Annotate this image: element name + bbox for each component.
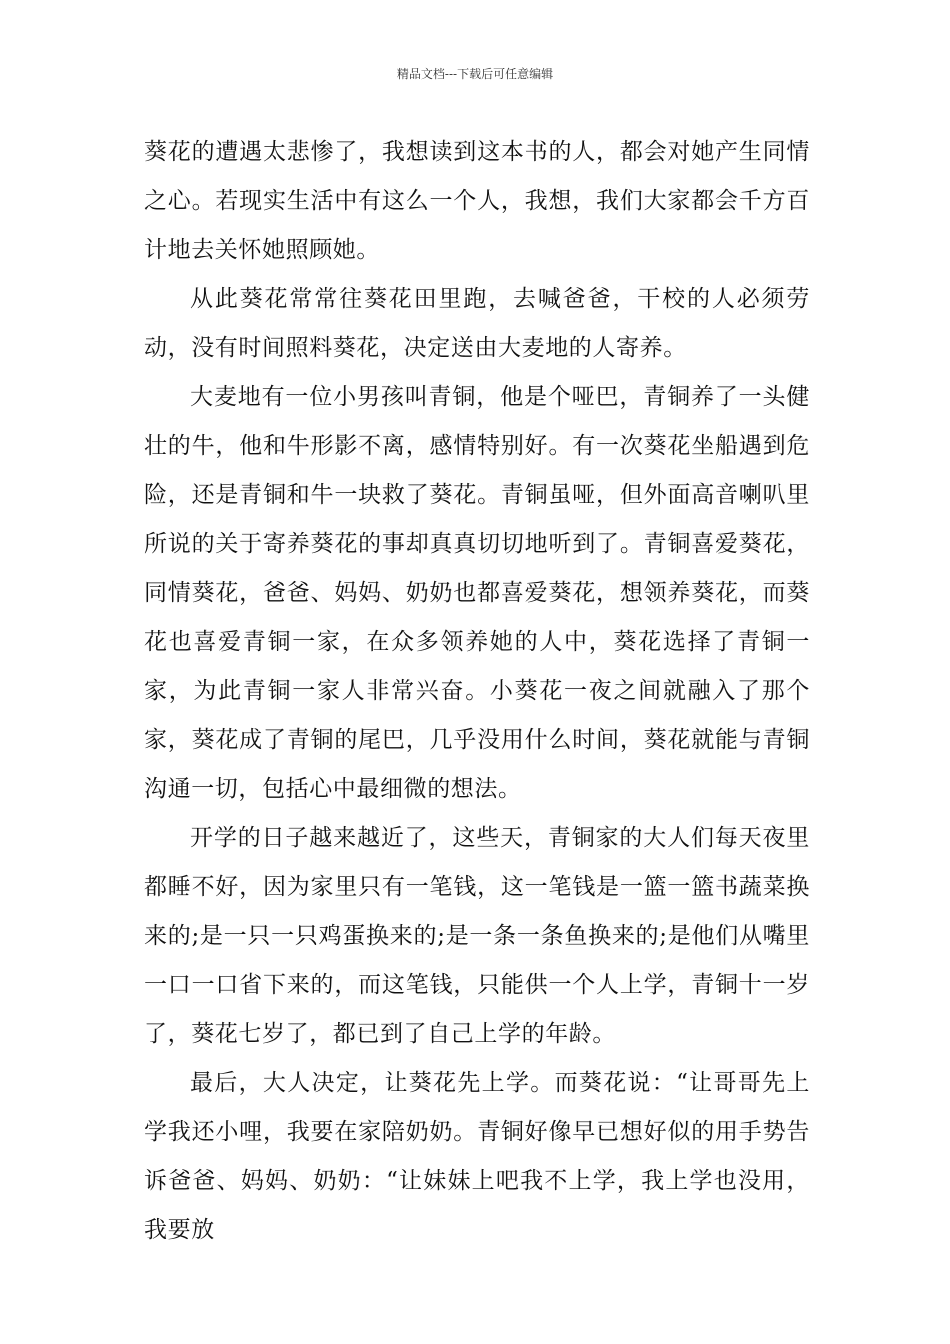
paragraph-2: 从此葵花常常往葵花田里跑，去喊爸爸，干校的人必须劳动，没有时间照料葵花，决定送由大麦地的人寄养。 xyxy=(144,286,810,361)
page-header: 精品文档---下载后可任意编辑 xyxy=(396,67,554,81)
paragraph-4: 开学的日子越来越近了，这些天，青铜家的大人们每天夜里都睡不好，因为家里只有一笔钱，这一笔钱是一篮一篮书蔬菜换来的;是一只一只鸡蛋换来的;是一条一条鱼换来的;是他们从嘴里一口一口省下来的，而这笔钱，只能供一个人上学，青铜十一岁了，葵花七岁了，都已到了自己上学的年龄。 xyxy=(144,825,810,1047)
document-body xyxy=(144,128,810,1255)
paragraph-1: 葵花的遭遇太悲惨了，我想读到这本书的人，都会对她产生同情之心。若现实生活中有这么一个人，我想，我们大家都会千方百计地去关怀她照顾她。 xyxy=(144,139,810,263)
paragraph-5: 最后，大人决定，让葵花先上学。而葵花说：“让哥哥先上学我还小哩，我要在家陪奶奶。青铜好像早已想好似的用手势告诉爸爸、妈妈、奶奶：“让妹妹上吧我不上学，我上学也没用，我要放 xyxy=(144,1070,810,1243)
paragraph-3: 大麦地有一位小男孩叫青铜，他是个哑巴，青铜养了一头健壮的牛，他和牛形影不离，感情特别好。有一次葵花坐船遇到危险，还是青铜和牛一块救了葵花。青铜虽哑，但外面高音喇叭里所说的关于寄养葵花的事却真真切切地听到了。青铜喜爱葵花，同情葵花，爸爸、妈妈、奶奶也都喜爱葵花，想领养葵花，而葵花也喜爱青铜一家，在众多领养她的人中，葵花选择了青铜一家，为此青铜一家人非常兴奋。小葵花一夜之间就融入了那个家，葵花成了青铜的尾巴，几乎没用什么时间，葵花就能与青铜沟通一切，包括心中最细微的想法。 xyxy=(144,384,810,802)
